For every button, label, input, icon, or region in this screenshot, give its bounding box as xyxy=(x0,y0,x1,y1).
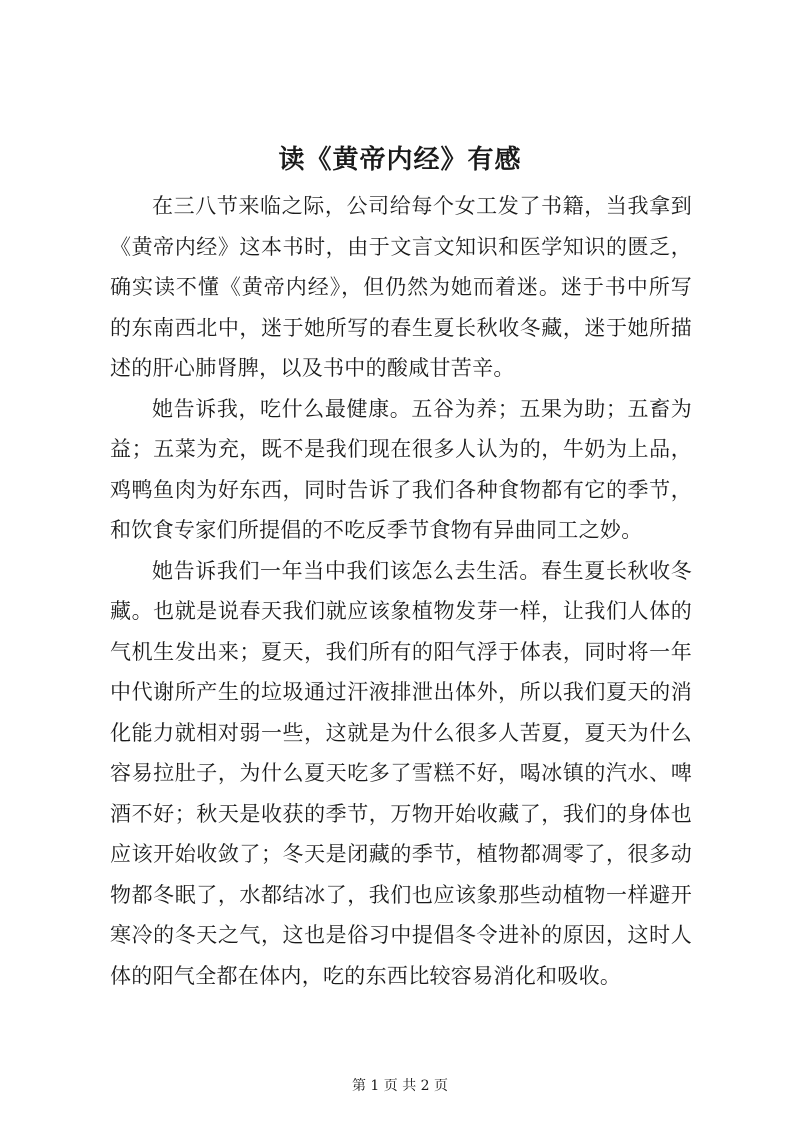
paragraph-1: 在三八节来临之际，公司给每个女工发了书籍，当我拿到《黄帝内经》这本书时，由于文言文知识和医学知识的匮乏，确实读不懂《黄帝内经》，但仍然为她而着迷。迷于书中所写的东南西北中，迷于她所写的春生夏长秋收冬藏，迷于她所描述的肝心肺肾脾，以及书中的酸咸甘苦辛。 xyxy=(110,194,692,380)
page-footer: 第 1 页 共 2 页 xyxy=(351,1078,449,1094)
paragraph-2: 她告诉我，吃什么最健康。五谷为养；五果为助；五畜为益；五菜为充，既不是我们现在很多人认为的，牛奶为上品，鸡鸭鱼肉为好东西，同时告诉了我们各种食物都有它的季节，和饮食专家们所提倡的不吃反季节食物有异曲同工之妙。 xyxy=(110,396,692,542)
document-title: 读《黄帝内经》有感 xyxy=(278,145,522,175)
document-body xyxy=(110,186,692,996)
paragraph-3: 她告诉我们一年当中我们该怎么去生活。春生夏长秋收冬藏。也就是说春天我们就应该象植物发芽一样，让我们人体的气机生发出来；夏天，我们所有的阳气浮于体表，同时将一年中代谢所产生的垃圾通过汗液排泄出体外，所以我们夏天的消化能力就相对弱一些，这就是为什么很多人苦夏，夏天为什么容易拉肚子，为什么夏天吃多了雪糕不好，喝冰镇的汽水、啤酒不好；秋天是收获的季节，万物开始收藏了，我们的身体也应该开始收敛了；冬天是闭藏的季节，植物都凋零了，很多动物都冬眠了，水都结冰了，我们也应该象那些动植物一样避开寒冷的冬天之气，这也是俗习中提倡冬令进补的原因，这时人体的阳气全都在体内，吃的东西比较容易消化和吸收。 xyxy=(110,558,692,988)
